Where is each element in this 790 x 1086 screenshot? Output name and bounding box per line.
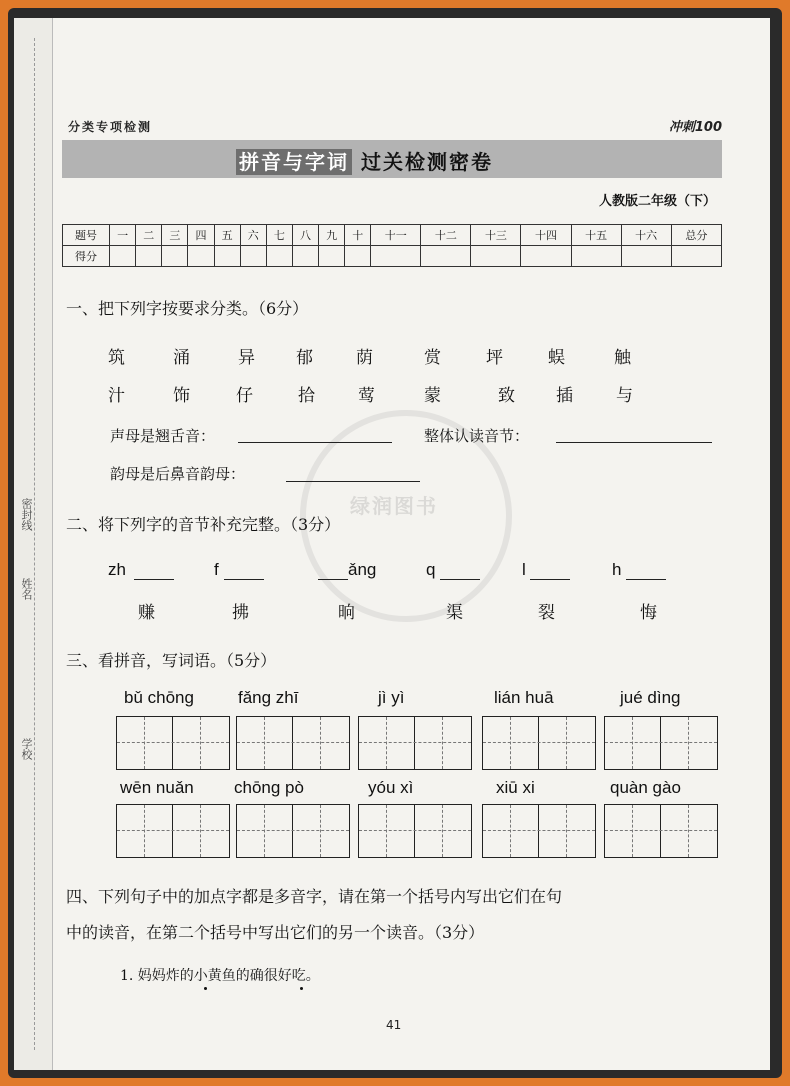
title-rest: 过关检测密卷 <box>360 150 493 174</box>
binding-strip <box>14 18 53 1070</box>
char: 筑 <box>108 348 125 368</box>
pinyin: jué dìng <box>620 688 681 707</box>
score-value-row <box>63 246 722 267</box>
score-cell[interactable] <box>214 246 240 267</box>
char: 郁 <box>296 348 313 368</box>
section4-title-line2: 中的读音，在第二个括号中写出它们的另一个读音。（3分） <box>66 923 485 942</box>
char: 悔 <box>640 603 657 623</box>
char: 蒙 <box>424 386 441 406</box>
name-label: 姓名 <box>20 578 33 600</box>
writing-grid[interactable] <box>604 804 718 858</box>
score-cell[interactable] <box>110 246 136 267</box>
initial: l <box>522 560 526 579</box>
pinyin: jì yì <box>378 688 405 707</box>
back-nasal-label: 韵母是后鼻音韵母： <box>110 465 246 483</box>
title-highlight: 拼音与字词 <box>236 149 352 175</box>
writing-grid[interactable] <box>358 804 472 858</box>
char: 饰 <box>173 386 190 406</box>
score-col: 十六 <box>621 225 671 246</box>
section2-title: 二、将下列字的音节补充完整。（3分） <box>66 515 341 534</box>
score-col: 八 <box>292 225 318 246</box>
writing-grid[interactable] <box>358 716 472 770</box>
score-col: 四 <box>188 225 214 246</box>
pinyin: quàn gào <box>610 778 681 797</box>
syllable-blank[interactable] <box>134 578 174 580</box>
pinyin: chōng pò <box>234 778 304 797</box>
emphasis-dot <box>204 987 207 990</box>
seal-line-label: 密封线 <box>20 498 33 531</box>
score-col: 十四 <box>521 225 571 246</box>
char: 荫 <box>356 348 373 368</box>
score-cell[interactable] <box>421 246 471 267</box>
score-cell[interactable] <box>671 246 721 267</box>
writing-grid[interactable] <box>116 804 230 858</box>
pinyin: bǔ chōng <box>124 688 194 707</box>
char: 赏 <box>424 348 441 368</box>
syllable-blank[interactable] <box>626 578 666 580</box>
pinyin: fǎng zhī <box>238 688 299 707</box>
back-nasal-answer-line[interactable] <box>286 480 420 482</box>
writing-grid[interactable] <box>236 804 350 858</box>
initial: q <box>426 560 436 579</box>
seal-line <box>34 38 35 1050</box>
score-cell[interactable] <box>266 246 292 267</box>
score-cell[interactable] <box>371 246 421 267</box>
score-col: 十一 <box>371 225 421 246</box>
score-col: 一 <box>110 225 136 246</box>
initial: f <box>214 560 219 579</box>
char: 仔 <box>236 386 253 406</box>
sentence-1: 1. 妈妈炸的小黄鱼的确很好吃。 <box>120 968 320 984</box>
char: 渠 <box>446 603 463 623</box>
school-label: 学校 <box>20 738 33 760</box>
char: 蜈 <box>548 348 565 368</box>
char: 裂 <box>538 603 555 623</box>
score-col: 十五 <box>571 225 621 246</box>
section3-title: 三、看拼音，写词语。（5分） <box>66 651 277 670</box>
score-header-row <box>63 225 722 246</box>
page-number: 41 <box>386 1018 402 1032</box>
char: 拂 <box>232 603 249 623</box>
whole-syllable-answer-line[interactable] <box>556 441 712 443</box>
score-row-label: 得分 <box>63 246 110 267</box>
score-cell[interactable] <box>345 246 371 267</box>
char: 插 <box>556 386 573 406</box>
writing-grid[interactable] <box>604 716 718 770</box>
score-cell[interactable] <box>319 246 345 267</box>
score-col: 二 <box>136 225 162 246</box>
char: 涌 <box>173 348 190 368</box>
page-title <box>236 146 493 175</box>
score-col: 五 <box>214 225 240 246</box>
char: 莺 <box>358 386 375 406</box>
score-col: 三 <box>162 225 188 246</box>
writing-grid[interactable] <box>482 804 596 858</box>
retroflex-answer-line[interactable] <box>238 441 392 443</box>
whole-syllable-label: 整体认读音节： <box>424 427 530 445</box>
score-cell[interactable] <box>136 246 162 267</box>
score-cell[interactable] <box>292 246 318 267</box>
score-cell[interactable] <box>240 246 266 267</box>
pinyin: yóu xì <box>368 778 414 797</box>
score-col: 总分 <box>671 225 721 246</box>
pinyin: wēn nuǎn <box>120 778 194 797</box>
syllable-blank[interactable] <box>318 578 348 580</box>
writing-grid[interactable] <box>116 716 230 770</box>
char: 赚 <box>138 603 155 623</box>
char: 汁 <box>108 386 125 406</box>
score-row-label: 题号 <box>63 225 110 246</box>
pinyin: lián huā <box>494 688 554 707</box>
score-cell[interactable] <box>471 246 521 267</box>
score-col: 七 <box>266 225 292 246</box>
char: 致 <box>498 386 515 406</box>
score-col: 十三 <box>471 225 521 246</box>
final: ǎng <box>348 560 377 579</box>
writing-grid[interactable] <box>236 716 350 770</box>
score-col: 六 <box>240 225 266 246</box>
char: 与 <box>616 386 633 406</box>
syllable-blank[interactable] <box>530 578 570 580</box>
score-cell[interactable] <box>621 246 671 267</box>
brand-logo: 冲刺100 <box>668 120 722 135</box>
writing-grid[interactable] <box>482 716 596 770</box>
edition-label: 人教版二年级（下） <box>598 194 716 209</box>
char: 晌 <box>338 603 355 623</box>
watermark-text: 绿润图书 <box>350 494 438 518</box>
char: 坪 <box>486 348 503 368</box>
char: 拾 <box>298 386 315 406</box>
retroflex-label: 声母是翘舌音： <box>110 427 216 445</box>
section4-title-line1: 四、下列句子中的加点字都是多音字，请在第一个括号内写出它们在句 <box>66 887 563 906</box>
score-cell[interactable] <box>521 246 571 267</box>
pinyin: xiū xi <box>496 778 535 797</box>
emphasis-dot <box>300 987 303 990</box>
category-tag: 分类专项检测 <box>68 120 153 134</box>
score-col: 十 <box>345 225 371 246</box>
score-cell[interactable] <box>571 246 621 267</box>
score-table <box>62 224 722 267</box>
score-cell[interactable] <box>188 246 214 267</box>
char: 触 <box>614 348 631 368</box>
char: 异 <box>238 348 255 368</box>
syllable-blank[interactable] <box>440 578 480 580</box>
initial: zh <box>108 560 126 579</box>
score-col: 九 <box>319 225 345 246</box>
score-col: 十二 <box>421 225 471 246</box>
score-cell[interactable] <box>162 246 188 267</box>
initial: h <box>612 560 622 579</box>
section1-title: 一、把下列字按要求分类。（6分） <box>66 299 309 318</box>
syllable-blank[interactable] <box>224 578 264 580</box>
